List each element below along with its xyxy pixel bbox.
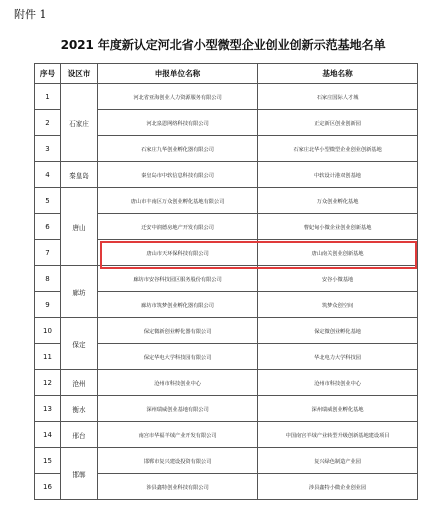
table-row xyxy=(35,370,418,396)
row-unit: 南宫市华福羊绒产业开发有限公司 xyxy=(98,422,258,448)
row-base: 万众创业孵化基地 xyxy=(258,188,418,214)
row-city: 邯郸 xyxy=(61,448,98,500)
row-unit: 邯郸市复兴建设投资有限公司 xyxy=(98,448,258,474)
row-unit: 唐山市丰南区万众创业孵化基地有限公司 xyxy=(98,188,258,214)
row-city: 石家庄 xyxy=(61,84,98,162)
row-unit: 唐山市天环保科技有限公司 xyxy=(98,240,258,266)
row-seq: 8 xyxy=(35,266,61,292)
row-seq: 9 xyxy=(35,292,61,318)
header-seq: 序号 xyxy=(35,64,61,84)
row-seq: 7 xyxy=(35,240,61,266)
row-unit: 沧州市科技创业中心 xyxy=(98,370,258,396)
row-seq: 16 xyxy=(35,474,61,500)
row-seq: 1 xyxy=(35,84,61,110)
row-city: 衡水 xyxy=(61,396,98,422)
row-city: 唐山 xyxy=(61,188,98,266)
row-seq: 10 xyxy=(35,318,61,344)
row-seq: 6 xyxy=(35,214,61,240)
row-seq: 12 xyxy=(35,370,61,396)
row-seq: 2 xyxy=(35,110,61,136)
row-seq: 11 xyxy=(35,344,61,370)
row-city: 秦皇岛 xyxy=(61,162,98,188)
row-unit: 涉县鑫特创业科技有限公司 xyxy=(98,474,258,500)
table-row xyxy=(35,448,418,474)
row-base: 深州瑞威创业孵化基地 xyxy=(258,396,418,422)
table-header-row xyxy=(35,64,418,84)
row-base: 涉县鑫特小微企业创业园 xyxy=(258,474,418,500)
header-unit: 申报单位名称 xyxy=(98,64,258,84)
table-row xyxy=(35,422,418,448)
row-unit: 保定华电大学科技园有限公司 xyxy=(98,344,258,370)
row-unit: 深州瑞威创业基地有限公司 xyxy=(98,396,258,422)
header-base: 基地名称 xyxy=(258,64,418,84)
row-unit: 廊坊市筑梦创业孵化器有限公司 xyxy=(98,292,258,318)
row-base: 中国南宫羊绒产业转型升级创新基地建设项目 xyxy=(258,422,418,448)
row-seq: 4 xyxy=(35,162,61,188)
table-row xyxy=(35,84,418,110)
row-base: 保定微创业孵化基地 xyxy=(258,318,418,344)
row-base: 中软设计港双创基地 xyxy=(258,162,418,188)
row-base: 曹妃甸小微企业创业创新基地 xyxy=(258,214,418,240)
row-base: 唐山南关创业创新基地 xyxy=(258,240,418,266)
row-seq: 5 xyxy=(35,188,61,214)
row-city: 沧州 xyxy=(61,370,98,396)
row-unit: 河北省亚海创业人力资源服务有限公司 xyxy=(98,84,258,110)
row-base: 石家庄国际人才城 xyxy=(258,84,418,110)
row-base: 沧州市科技创业中心 xyxy=(258,370,418,396)
table-row xyxy=(35,188,418,214)
row-unit: 河北泉恩网络科技有限公司 xyxy=(98,110,258,136)
row-base: 石家庄北华小型微型企业创业创新基地 xyxy=(258,136,418,162)
table-row xyxy=(35,266,418,292)
row-base: 正定新区创业创新园 xyxy=(258,110,418,136)
row-city: 邢台 xyxy=(61,422,98,448)
row-seq: 15 xyxy=(35,448,61,474)
row-seq: 14 xyxy=(35,422,61,448)
row-city: 保定 xyxy=(61,318,98,370)
row-unit: 廊坊市安谷科技园区服务股份有限公司 xyxy=(98,266,258,292)
row-seq: 13 xyxy=(35,396,61,422)
row-unit: 石家庄九华创业孵化器有限公司 xyxy=(98,136,258,162)
row-unit: 秦皇岛市中软信息科技有限公司 xyxy=(98,162,258,188)
row-city: 廊坊 xyxy=(61,266,98,318)
table-row xyxy=(35,162,418,188)
row-base: 复兴绿色制造产业园 xyxy=(258,448,418,474)
header-city: 设区市 xyxy=(61,64,98,84)
table-row xyxy=(35,318,418,344)
attachment-label: 附件 1 xyxy=(14,8,47,21)
row-unit: 迁安中润德房地产开发有限公司 xyxy=(98,214,258,240)
row-base: 华北电力大学科技园 xyxy=(258,344,418,370)
table-row xyxy=(35,396,418,422)
base-list-table xyxy=(34,63,418,500)
document-title: 2021 年度新认定河北省小型微型企业创业创新示范基地名单 xyxy=(60,38,386,52)
row-unit: 保定微新创业孵化器有限公司 xyxy=(98,318,258,344)
row-base: 筑梦众创空间 xyxy=(258,292,418,318)
row-base: 安谷小微基地 xyxy=(258,266,418,292)
row-seq: 3 xyxy=(35,136,61,162)
